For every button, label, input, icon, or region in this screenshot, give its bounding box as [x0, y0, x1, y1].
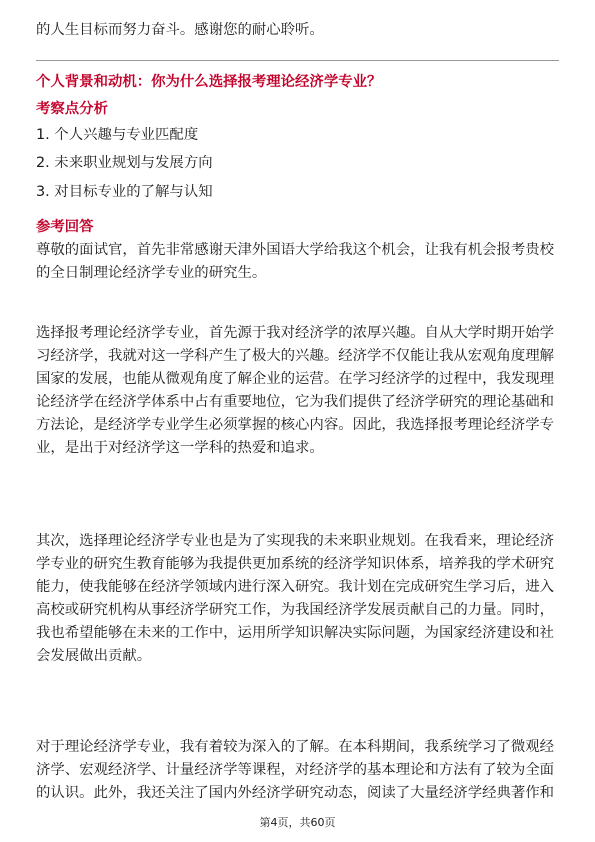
paragraph-line: 济学、宏观经济学、计量经济学等课程，对经济学的基本理论和方法有了较为全面 [36, 762, 555, 778]
paragraph-line: 的认识。此外，我还关注了国内外经济学研究动态，阅读了大量经济学经典著作和 [36, 785, 555, 801]
paragraph-line: 业，是出于对经济学这一学科的热爱和追求。 [36, 440, 324, 456]
answer-paragraph-2 [36, 322, 559, 460]
analysis-point-2: 2. 未来职业规划与发展方向 [36, 155, 213, 171]
paragraph-line: 习经济学，我就对这一学科产生了极大的兴趣。经济学不仅能让我从宏观角度理解 [36, 348, 555, 364]
paragraph-line: 能力，使我能够在经济学领域内进行深入研究。我计划在完成研究生学习后，进入 [36, 579, 555, 595]
answer-paragraph-4 [36, 736, 559, 805]
paragraph-line: 论经济学在经济学体系中占有重要地位，它为我们提供了经济学研究的理论基础和 [36, 394, 555, 410]
paragraph-line: 选择报考理论经济学专业，首先源于我对经济学的浓厚兴趣。自从大学时期开始学 [36, 325, 555, 341]
paragraph-line: 尊敬的面试官，首先非常感谢天津外国语大学给我这个机会，让我有机会报考贵校 [36, 242, 555, 258]
section-divider [36, 60, 559, 61]
question-title: 个人背景和动机：你为什么选择报考理论经济学专业？ [36, 74, 382, 90]
paragraph-line: 学专业的研究生教育能够为我提供更加系统的经济学知识体系，培养我的学术研究 [36, 556, 555, 572]
continuation-text: 的人生目标而努力奋斗。感谢您的耐心聆听。 [36, 22, 324, 38]
paragraph-line: 的全日制理论经济学专业的研究生。 [36, 265, 267, 281]
paragraph-line: 高校或研究机构从事经济学研究工作，为我国经济学发展贡献自己的力量。同时， [36, 602, 555, 618]
answer-heading: 参考回答 [36, 219, 94, 235]
paragraph-line: 会发展做出贡献。 [36, 648, 152, 664]
paragraph-line: 我也希望能够在未来的工作中，运用所学知识解决实际问题，为国家经济建设和社 [36, 625, 555, 641]
analysis-heading: 考察点分析 [36, 101, 108, 117]
answer-paragraph-1 [36, 239, 559, 285]
analysis-point-3: 3. 对目标专业的了解与认知 [36, 184, 213, 200]
paragraph-line: 国家的发展，也能从微观角度了解企业的运营。在学习经济学的过程中，我发现理 [36, 371, 555, 387]
page-number-footer: 第4页，共60页 [259, 816, 336, 829]
paragraph-line: 其次，选择理论经济学专业也是为了实现我的未来职业规划。在我看来，理论经济 [36, 533, 555, 549]
paragraph-line: 对于理论经济学专业，我有着较为深入的了解。在本科期间，我系统学习了微观经 [36, 739, 555, 755]
analysis-point-1: 1. 个人兴趣与专业匹配度 [36, 127, 199, 143]
answer-paragraph-3 [36, 530, 559, 668]
paragraph-line: 方法论，是经济学专业学生必须掌握的核心内容。因此，我选择报考理论经济学专 [36, 417, 555, 433]
